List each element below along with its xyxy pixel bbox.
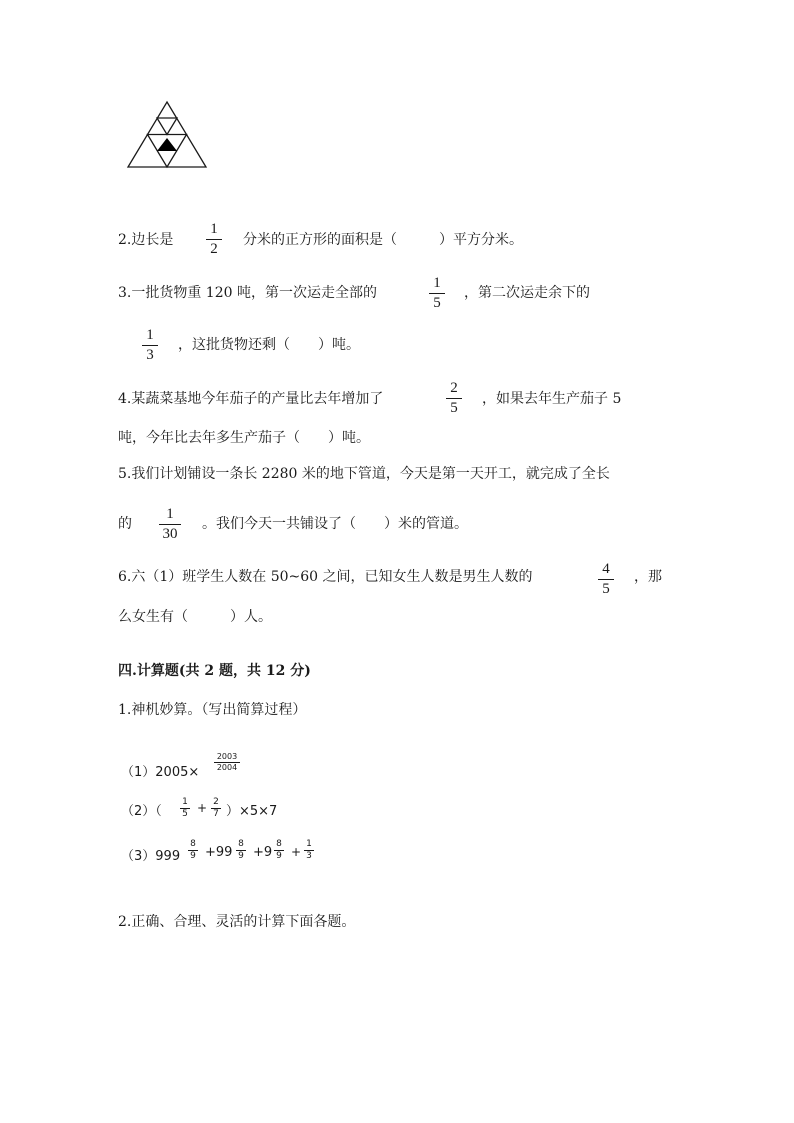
calc-1-part-3-fraction-2-num: 8 [238, 839, 244, 849]
q5-text-a: 5.我们计划铺设一条长 2280 米的地下管道，今天是第一天开工，就完成了全长 [118, 466, 610, 482]
q3-fraction-1 [429, 276, 445, 311]
calc-1-part-1-fraction-den: 2004 [216, 763, 238, 772]
calc-1-part-2-fraction-1 [180, 798, 190, 819]
q3-fraction-2-den: 3 [146, 347, 154, 363]
q5-fraction [159, 507, 181, 542]
q2-fraction-den: 2 [210, 241, 218, 257]
calc-1-part-3-fraction-3 [274, 840, 284, 861]
calc-1-part-3-fraction-4-num: 1 [306, 839, 312, 849]
black-triangle [157, 138, 177, 151]
outer-triangle [128, 102, 206, 167]
q5-fraction-num: 1 [166, 506, 174, 522]
calc-1-part-1-text: （1）2005× [121, 765, 200, 780]
calc-1-part-3-fraction-4 [304, 840, 314, 861]
q5-fraction-den: 30 [162, 526, 178, 542]
q6-text-a: 6.六（1）班学生人数在 50~60 之间，已知女生人数是男生人数的 [118, 569, 533, 585]
calc-1-part-2-fraction-2-num: 2 [213, 797, 219, 807]
calc-1-part-3-fraction-3-den: 9 [276, 851, 282, 861]
q4-text-a: 4.某蔬菜基地今年茄子的产量比去年增加了 [118, 391, 384, 407]
calc-1-part-3-text-c: +9 [253, 845, 273, 860]
triangle-figure [126, 100, 208, 170]
q3-text-a: 3.一批货物重 120 吨，第一次运走全部的 [118, 285, 377, 301]
section-4-title: 四.计算题(共 2 题，共 12 分) [118, 663, 311, 679]
q4-text-b: ，如果去年生产茄子 5 [482, 391, 622, 407]
calc-1-part-3-fraction-4-den: 3 [306, 851, 312, 861]
calc-1-part-1-fraction [214, 753, 240, 772]
q3-fraction-1-den: 5 [433, 295, 441, 311]
calc-1-part-3-text-b: +99 [205, 845, 233, 860]
calc-1-part-3-fraction-2-den: 9 [238, 851, 244, 861]
calc-1-part-2-fraction-1-num: 1 [182, 797, 188, 807]
q3-fraction-2-num: 1 [146, 327, 154, 343]
calc-1-part-2-fraction-2 [211, 798, 221, 819]
q2-text-a: 2.边长是 [118, 232, 174, 248]
calc-1-part-1-fraction-num: 2003 [216, 752, 238, 761]
calc-1-part-3-fraction-1-num: 8 [190, 839, 196, 849]
calc-1-part-3-fraction-1 [188, 840, 198, 861]
q6-fraction-num: 4 [602, 561, 610, 577]
q6-fraction [598, 562, 614, 597]
calc-1-part-2-fraction-1-den: 5 [182, 809, 188, 819]
q4-text-c: 吨，今年比去年多生产茄子（ ）吨。 [118, 430, 370, 446]
q4-fraction-num: 2 [450, 380, 458, 396]
q2-fraction-num: 1 [210, 221, 218, 237]
q4-fraction [446, 381, 462, 416]
q6-fraction-den: 5 [602, 581, 610, 597]
calc-1-part-2-text-b: ）×5×7 [226, 804, 278, 819]
calc-2-title: 2.正确、合理、灵活的计算下面各题。 [118, 914, 356, 930]
calc-1-part-2-fraction-2-den: 7 [213, 809, 219, 819]
calc-1-part-2-plus: + [197, 801, 208, 815]
q6-text-b: ，那 [634, 569, 662, 585]
q2-fraction [206, 222, 222, 257]
calc-1-part-3-fraction-1-den: 9 [190, 851, 196, 861]
q3-fraction-1-num: 1 [433, 275, 441, 291]
q3-text-b: ，第二次运走余下的 [464, 285, 590, 301]
q6-text-c: 么女生有（ ）人。 [118, 609, 272, 625]
calc-1-part-3-text-d: + [291, 845, 302, 859]
q5-text-b: 的 [118, 516, 132, 532]
calc-1-part-3-fraction-2 [236, 840, 246, 861]
calc-1-title: 1.神机妙算。（写出简算过程） [118, 702, 307, 718]
q3-fraction-2 [142, 328, 158, 363]
q4-fraction-den: 5 [450, 400, 458, 416]
calc-1-part-3-text-a: （3）999 [121, 849, 181, 864]
calc-1-part-2-text-a: （2）（ [121, 804, 162, 819]
q2-text-b: 分米的正方形的面积是（ ）平方分米。 [243, 232, 523, 248]
q5-text-c: 。我们今天一共铺设了（ ）米的管道。 [202, 516, 468, 532]
calc-1-part-3-fraction-3-num: 8 [276, 839, 282, 849]
q3-text-c: ，这批货物还剩（ ）吨。 [178, 337, 360, 353]
